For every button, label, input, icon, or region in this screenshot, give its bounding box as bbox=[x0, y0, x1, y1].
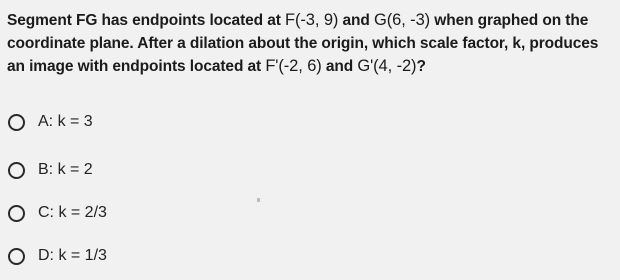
point-g-prime: G'(4, -2) bbox=[357, 57, 417, 75]
point-f: F(-3, 9) bbox=[285, 11, 339, 29]
radio-button-icon[interactable] bbox=[8, 248, 25, 265]
choice-d[interactable] bbox=[8, 243, 107, 269]
radio-button-icon[interactable] bbox=[8, 162, 25, 179]
choice-a[interactable] bbox=[8, 109, 93, 135]
question-line-3-text-b: and bbox=[321, 58, 358, 75]
screen-speck bbox=[257, 198, 260, 202]
choice-c-label: C: k = 2/3 bbox=[38, 204, 107, 221]
choice-d-label: D: k = 1/3 bbox=[38, 247, 107, 264]
choice-c[interactable] bbox=[8, 200, 107, 226]
point-g: G(6, -3) bbox=[374, 11, 431, 29]
question-line-3-text-c: ? bbox=[416, 58, 426, 75]
choice-a-label: A: k = 3 bbox=[38, 113, 93, 130]
question-line-1-text-a: Segment FG has endpoints located at bbox=[7, 12, 286, 29]
question-line-3-text-a: an image with endpoints located at bbox=[7, 58, 266, 75]
question-line-2: coordinate plane. After a dilation about the origin, which scale factor, k, produces bbox=[7, 35, 599, 52]
question-line-1-text-c: when graphed on the bbox=[430, 12, 589, 29]
choice-b-label: B: k = 2 bbox=[38, 161, 93, 178]
point-f-prime: F'(-2, 6) bbox=[265, 57, 322, 75]
question-line-1-text-b: and bbox=[338, 12, 374, 29]
radio-button-icon[interactable] bbox=[8, 205, 25, 222]
choice-b[interactable] bbox=[8, 157, 93, 183]
radio-button-icon[interactable] bbox=[8, 114, 25, 131]
